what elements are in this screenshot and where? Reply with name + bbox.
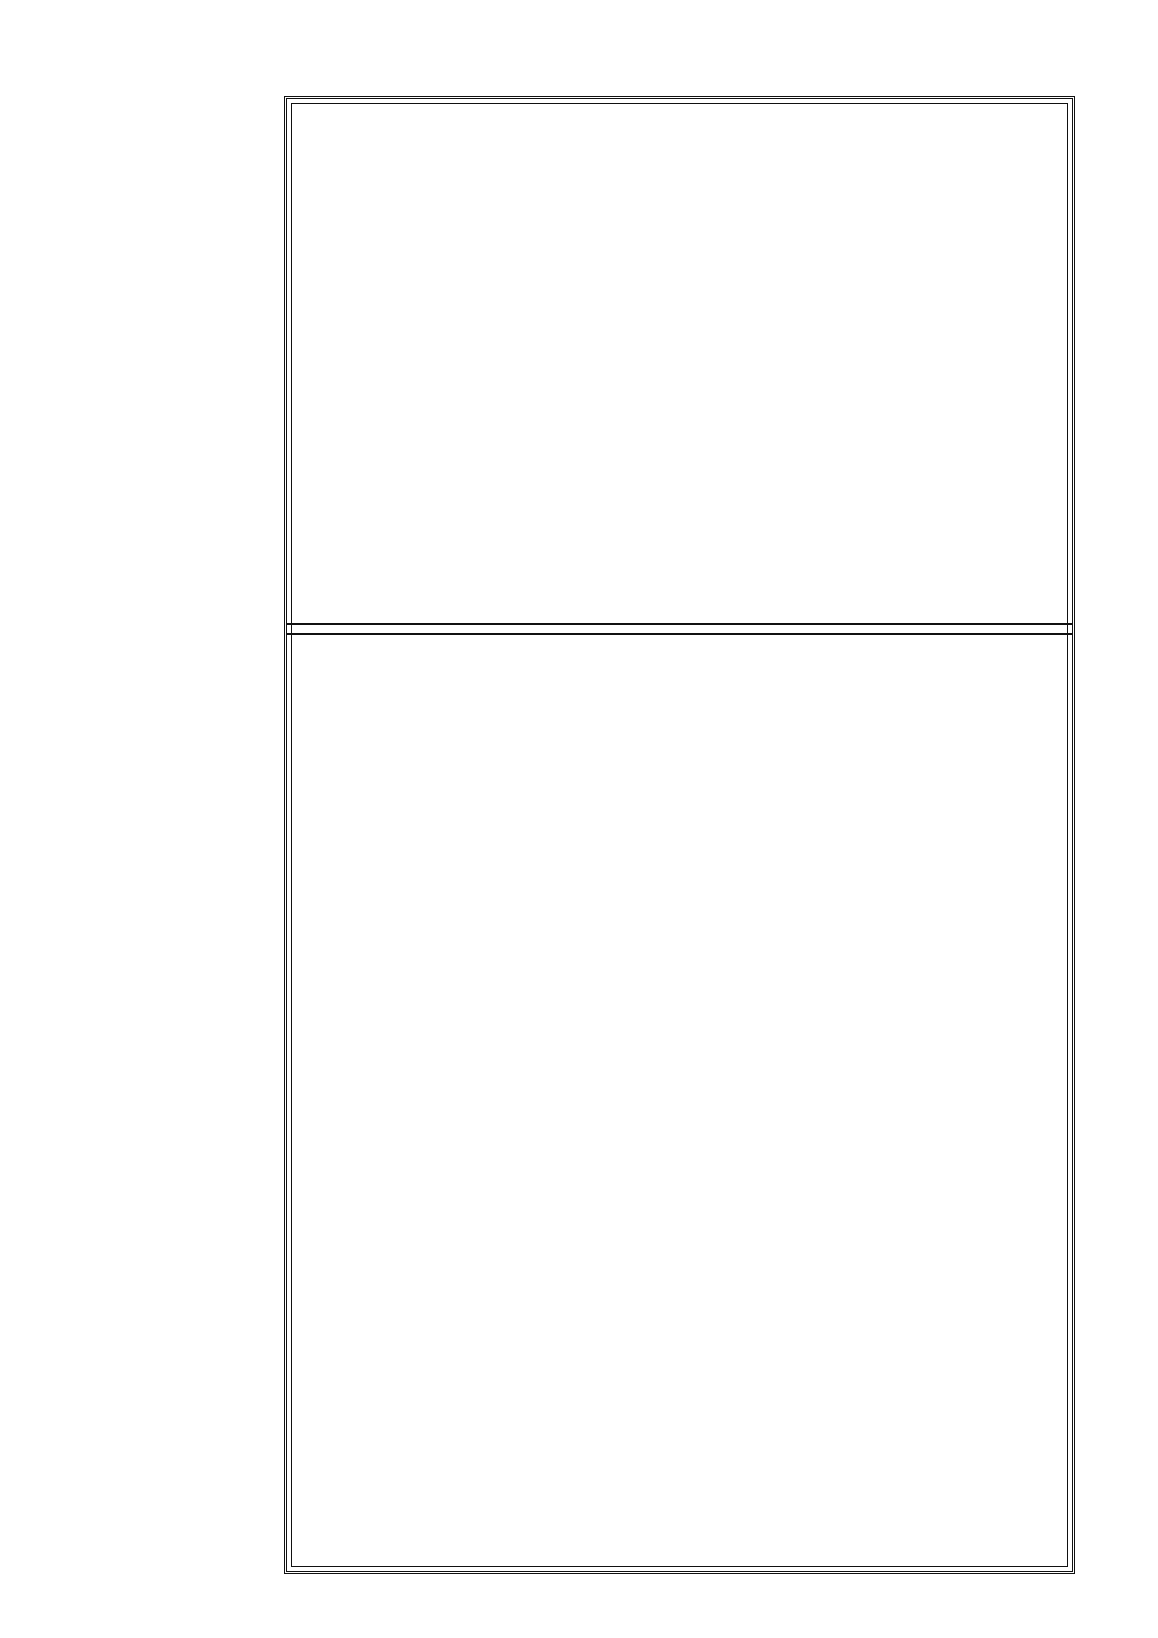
page-frame <box>284 96 1075 1574</box>
commentary-panel <box>301 661 1058 1551</box>
hadith-text-panel <box>301 129 1058 609</box>
page-header <box>285 52 1085 96</box>
section-divider <box>287 623 1072 635</box>
